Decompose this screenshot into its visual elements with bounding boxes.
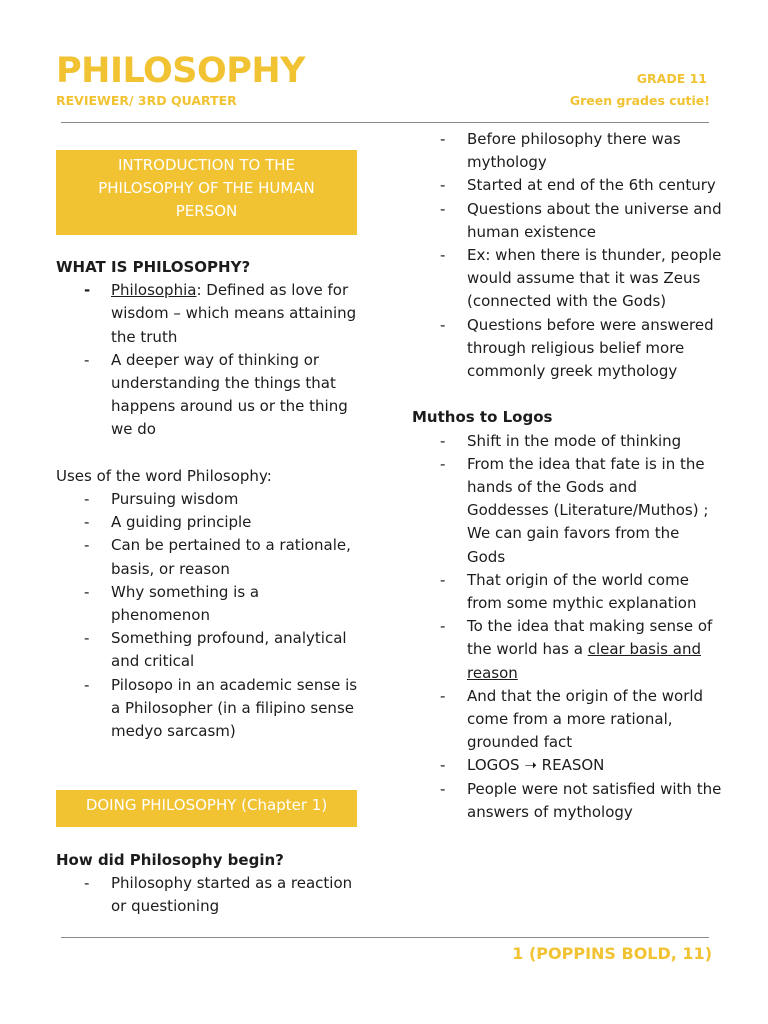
list-item: - Why something is a phenomenon <box>56 581 360 627</box>
list-item-text: To the idea that making sense of the world has a <box>467 617 713 659</box>
list-item: - Something profound, analytical and critical <box>56 627 360 673</box>
list-item: - Pursuing wisdom <box>56 488 360 511</box>
muthos-to-logos-list <box>412 430 722 824</box>
list-item: - Questions about the universe and human existence <box>412 198 722 244</box>
origin-list <box>412 128 722 383</box>
philosophia-term: Philosophia <box>111 281 197 300</box>
uses-heading: Uses of the word Philosophy: <box>56 466 272 485</box>
list-item: - LOGOS ➝ REASON <box>412 754 722 777</box>
footer-divider <box>61 937 709 938</box>
uses-list <box>56 488 360 743</box>
list-item: - Questions before were answered through religious belief more commonly greek mythology <box>412 314 722 384</box>
list-item: - Shift in the mode of thinking <box>412 430 722 453</box>
right-column <box>412 128 722 824</box>
section-banner-doing-philosophy: DOING PHILOSOPHY (Chapter 1) <box>56 790 357 827</box>
list-item <box>412 615 722 685</box>
what-is-philosophy-heading: WHAT IS PHILOSOPHY? <box>56 258 251 276</box>
left-column-top <box>56 256 360 743</box>
list-item: - Philosophy started as a reaction or questioning <box>56 872 360 918</box>
how-begin-list <box>56 872 360 918</box>
list-item: - That origin of the world come from some mythic explanation <box>412 569 722 615</box>
list-item: - Started at end of the 6th century <box>412 174 722 197</box>
list-item: - And that the origin of the world come from a more rational, grounded fact <box>412 685 722 755</box>
list-item: - From the idea that fate is in the hands of the Gods and Goddesses (Literature/Muthos) ; We can gain favors from the Gods <box>412 453 722 569</box>
grade-label: GRADE 11 <box>636 71 707 86</box>
list-item: - A guiding principle <box>56 511 360 534</box>
list-item: - Can be pertained to a rationale, basis, or reason <box>56 534 360 580</box>
list-item: - Pilosopo in an academic sense is a Philosopher (in a filipino sense medyo sarcasm) <box>56 674 360 744</box>
spacer <box>412 383 722 406</box>
list-item: - People were not satisfied with the answers of mythology <box>412 778 722 824</box>
document-subtitle: REVIEWER/ 3RD QUARTER <box>56 93 237 108</box>
spacer <box>56 442 360 465</box>
list-item-text: : Defined as love for wisdom – which means attaining the truth <box>111 281 357 346</box>
how-begin-heading: How did Philosophy begin? <box>56 851 284 869</box>
page-footer: 1 (POPPINS BOLD, 11) <box>512 944 712 963</box>
muthos-to-logos-heading: Muthos to Logos <box>412 408 553 427</box>
what-is-philosophy-list <box>56 279 360 441</box>
list-item <box>56 279 360 349</box>
section-banner-intro: INTRODUCTION TO THE PHILOSOPHY OF THE HUMAN PERSON <box>56 150 357 235</box>
list-item: - Before philosophy there was mythology <box>412 128 722 174</box>
clear-basis-underlined: clear basis and reason <box>467 640 701 682</box>
header-divider <box>61 122 709 123</box>
document-title: PHILOSOPHY <box>56 51 306 91</box>
list-item <box>56 349 360 442</box>
list-item-text: A deeper way of thinking or understanding the things that happens around us or the thing we do <box>111 350 348 439</box>
tagline: Green grades cutie! <box>569 93 710 108</box>
list-item: - Ex: when there is thunder, people would assume that it was Zeus (connected with the Gods) <box>412 244 722 314</box>
left-column-bottom <box>56 849 360 919</box>
